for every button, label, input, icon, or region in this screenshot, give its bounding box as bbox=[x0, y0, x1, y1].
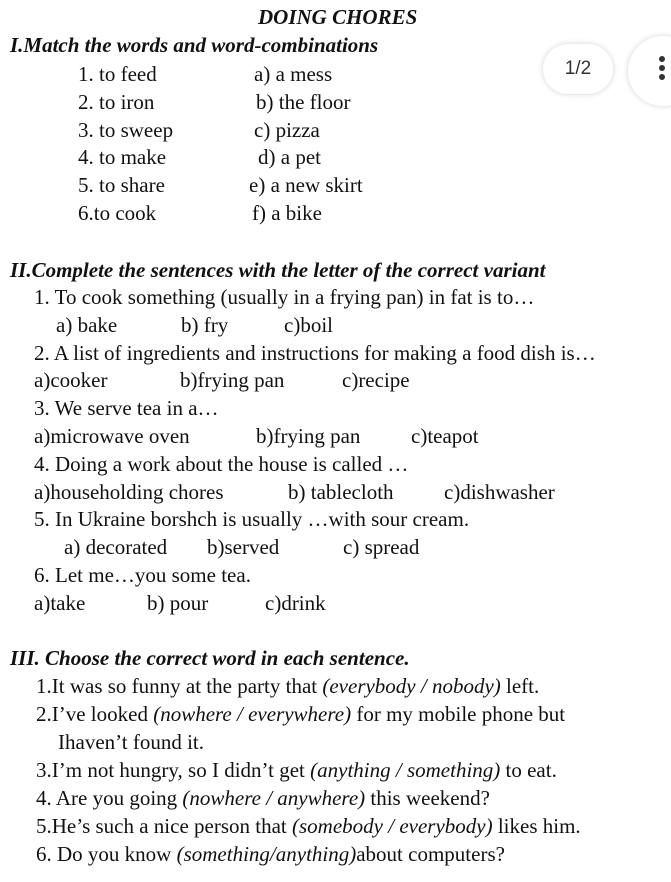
sentence-text: likes him. bbox=[492, 814, 581, 838]
page-indicator bbox=[543, 44, 613, 94]
match-right-item: b) the floor bbox=[256, 90, 351, 114]
answer-option: a)microwave oven bbox=[34, 424, 190, 448]
question-text: 4. Doing a work about the house is called … bbox=[34, 452, 409, 476]
match-left-item: 6.to cook bbox=[78, 201, 157, 225]
question-text: 1. To cook something (usually in a frying pan) in fat is to… bbox=[34, 285, 535, 309]
page-number: 1/2 bbox=[564, 58, 592, 79]
sentence-number: 6. bbox=[36, 842, 52, 866]
sentence bbox=[36, 844, 505, 865]
sentence bbox=[58, 732, 204, 753]
more-menu-button[interactable] bbox=[628, 36, 671, 106]
answer-option: b)served bbox=[207, 535, 280, 559]
match-right-item: c) pizza bbox=[254, 118, 320, 142]
section3-heading: III. Choose the correct word in each sentence. bbox=[10, 646, 410, 670]
match-left-item: 3. to sweep bbox=[78, 118, 174, 142]
word-choice: (something/anything) bbox=[176, 842, 357, 866]
match-right-item: d) a pet bbox=[258, 145, 321, 169]
answer-option: c)recipe bbox=[342, 368, 410, 392]
sentence-number: 4. bbox=[36, 786, 52, 810]
sentence-number: 2. bbox=[36, 702, 52, 726]
question-text: 2. A list of ingredients and instructions for making a food dish is… bbox=[34, 341, 596, 365]
page-title: DOING CHORES bbox=[258, 5, 418, 29]
section1-heading: I.Match the words and word-combinations bbox=[10, 33, 379, 57]
match-right-item: e) a new skirt bbox=[249, 173, 363, 197]
sentence-text: He’s such a nice person that bbox=[51, 814, 293, 838]
word-choice: (everybody / nobody) bbox=[322, 674, 501, 698]
answer-option: b)frying pan bbox=[180, 368, 285, 392]
answer-option: c)teapot bbox=[411, 424, 479, 448]
sentence bbox=[36, 760, 557, 781]
sentence-text: Do you know bbox=[51, 842, 177, 866]
sentence-text: Are you going bbox=[51, 786, 183, 810]
sentence-text: to eat. bbox=[500, 758, 557, 782]
answer-option: c)drink bbox=[265, 591, 326, 615]
more-vert-icon bbox=[659, 56, 667, 83]
sentence-number: 1. bbox=[36, 674, 52, 698]
sentence-text: this weekend? bbox=[365, 786, 490, 810]
sentence-text: for my mobile phone but bbox=[351, 702, 566, 726]
answer-option: a) decorated bbox=[64, 535, 168, 559]
answer-option: c)dishwasher bbox=[444, 480, 555, 504]
sentence-number: 3. bbox=[36, 758, 52, 782]
sentence bbox=[36, 676, 539, 697]
match-right-item: a) a mess bbox=[254, 62, 333, 86]
sentence-text: about computers? bbox=[356, 842, 505, 866]
match-left-item: 4. to make bbox=[78, 145, 167, 169]
word-choice: (anything / something) bbox=[310, 758, 501, 782]
section2-heading: II.Complete the sentences with the letter of the correct variant bbox=[10, 258, 546, 282]
sentence-text: Ihaven’t found it. bbox=[58, 730, 204, 754]
answer-option: b) pour bbox=[147, 591, 209, 615]
match-left-item: 2. to iron bbox=[78, 90, 155, 114]
answer-option: c) spread bbox=[343, 535, 420, 559]
sentence bbox=[36, 816, 581, 837]
question-text: 6. Let me…you some tea. bbox=[34, 563, 251, 587]
answer-option: c)boil bbox=[284, 313, 333, 337]
sentence-text: It was so funny at the party that bbox=[51, 674, 323, 698]
question-text: 3. We serve tea in a… bbox=[34, 396, 219, 420]
word-choice: (nowhere / everywhere) bbox=[153, 702, 352, 726]
question-text: 5. In Ukraine borshch is usually …with sour cream. bbox=[34, 507, 470, 531]
sentence bbox=[36, 788, 490, 809]
word-choice: (somebody / everybody) bbox=[292, 814, 493, 838]
answer-option: a)householding chores bbox=[34, 480, 224, 504]
match-left-item: 5. to share bbox=[78, 173, 165, 197]
answer-option: a)take bbox=[34, 591, 86, 615]
sentence-text: I’m not hungry, so I didn’t get bbox=[51, 758, 311, 782]
sentence-text: left. bbox=[500, 674, 540, 698]
sentence-text: I’ve looked bbox=[51, 702, 154, 726]
sentence bbox=[36, 704, 565, 725]
sentence-number: 5. bbox=[36, 814, 52, 838]
answer-option: a)cooker bbox=[34, 368, 108, 392]
answer-option: b)frying pan bbox=[256, 424, 361, 448]
answer-option: b) fry bbox=[181, 313, 229, 337]
match-left-item: 1. to feed bbox=[78, 62, 157, 86]
answer-option: a) bake bbox=[56, 313, 118, 337]
match-right-item: f) a bike bbox=[252, 201, 322, 225]
word-choice: (nowhere / anywhere) bbox=[182, 786, 366, 810]
answer-option: b) tablecloth bbox=[288, 480, 394, 504]
